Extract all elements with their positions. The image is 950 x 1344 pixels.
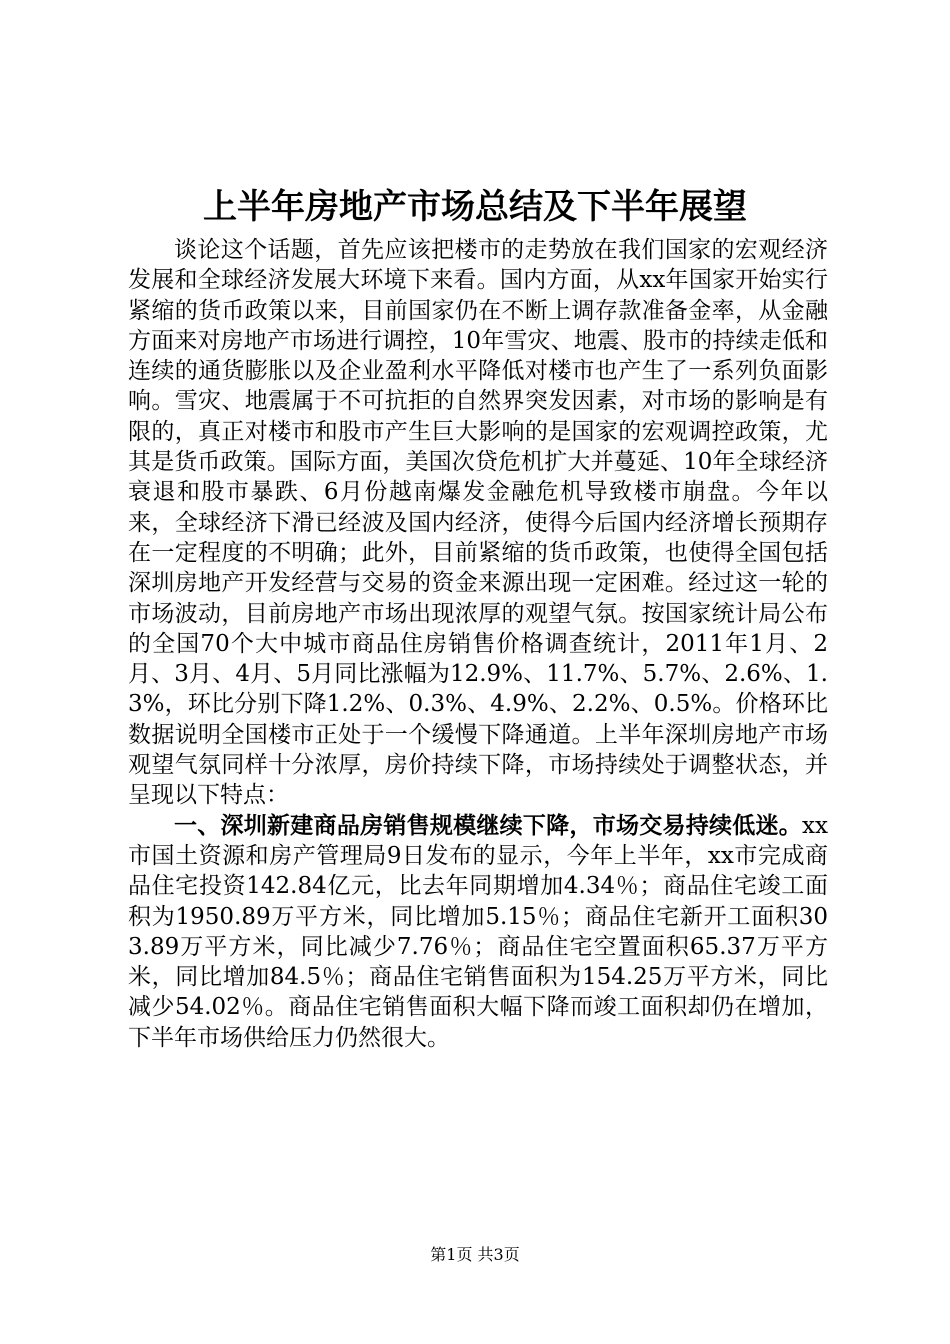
section-1-text: xx市国土资源和房产管理局9日发布的显示，今年上半年，xx市完成商品住宅投资142.84亿元，比去年同期增加4.34％；商品住宅竣工面积为1950.89万平方米，同比增加5.15％；商品住宅新开工面积303.89万平方米，同比减少7.76％；商品住宅空置面积65.37万平方米，同比增加84.5％；商品住宅销售面积为154.25万平方米，同比减少54.02％。商品住宅销售面积大幅下降而竣工面积却仍在增加，下半年市场供给压力仍然很大。	[128, 812, 828, 1051]
page-footer: 第1页 共3页	[430, 1245, 520, 1264]
document-body	[128, 235, 828, 1053]
section-1-heading: 一、深圳新建商品房销售规模继续下降，市场交易持续低迷。	[174, 811, 803, 839]
paragraph-intro: 谈论这个话题，首先应该把楼市的走势放在我们国家的宏观经济发展和全球经济发展大环境下来看。国内方面，从xx年国家开始实行紧缩的货币政策以来，目前国家仍在不断上调存款准备金率，从金融方面来对房地产市场进行调控，10年雪灾、地震、股市的持续走低和连续的通货膨胀以及企业盈利水平降低对楼市也产生了一系列负面影响。雪灾、地震属于不可抗拒的自然界突发因素，对市场的影响是有限的，真正对楼市和股市产生巨大影响的是国家的宏观调控政策，尤其是货币政策。国际方面，美国次贷危机扩大并蔓延、10年全球经济衰退和股市暴跌、6月份越南爆发金融危机导致楼市崩盘。今年以来，全球经济下滑已经波及国内经济，使得今后国内经济增长预期存在一定程度的不明确；此外，目前紧缩的货币政策，也使得全国包括深圳房地产开发经营与交易的资金来源出现一定困难。经过这一轮的市场波动，目前房地产市场出现浓厚的观望气氛。按国家统计局公布的全国70个大中城市商品住房销售价格调查统计，2011年1月、2月、3月、4月、5月同比涨幅为12.9%、11.7%、5.7%、2.6%、1.3%，环比分别下降1.2%、0.3%、4.9%、2.2%、0.5%。价格环比数据说明全国楼市正处于一个缓慢下降通道。上半年深圳房地产市场观望气氛同样十分浓厚，房价持续下降，市场持续处于调整状态，并呈现以下特点：	[128, 237, 828, 809]
paragraph-section-1	[128, 811, 828, 1053]
document-title: 上半年房地产市场总结及下半年展望	[203, 187, 747, 227]
